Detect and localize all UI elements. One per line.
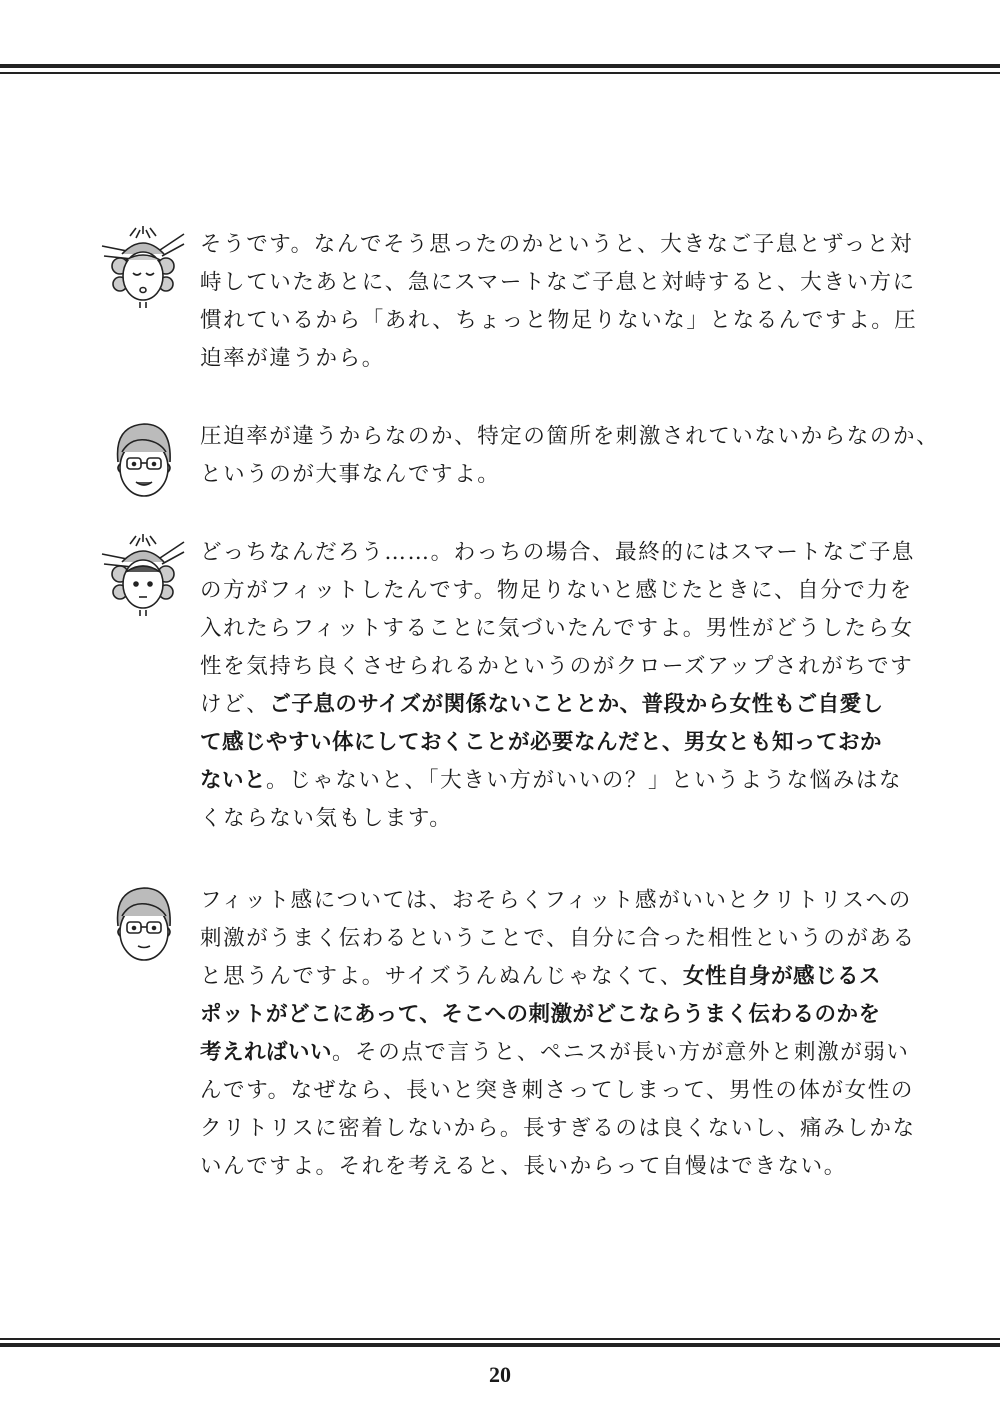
bold-emphasis: ポットがどこにあって、そこへの刺激がどこならうまく伝わるのかを (200, 1002, 881, 1027)
text-line: いんですよ。それを考えると、長いからって自慢はできない。 (200, 1154, 847, 1179)
text-line: くならない気もします。 (200, 806, 453, 831)
text-line: 峙していたあとに、急にスマートなご子息と対峙すると、大きい方に (200, 270, 916, 295)
text-line: 性を気持ち良くさせられるかというのがクローズアップされがちです (200, 654, 914, 679)
text-line: クリトリスに密着しないから。長すぎるのは良くないし、痛みしかな (200, 1116, 916, 1141)
bold-emphasis: 女性自身が感じるス (682, 964, 881, 989)
dialogue-text (200, 226, 918, 378)
text-line: んです。なぜなら、長いと突き刺さってしまって、男性の体が女性の (200, 1078, 914, 1103)
text-line: の方がフィットしたんです。物足りないと感じたときに、自分で力を (200, 578, 913, 603)
text-run: と思うんですよ。サイズうんぬんじゃなくて、 (200, 964, 683, 989)
text-line: どっちなんだろう……。わっちの場合、最終的にはスマートなご子息 (200, 540, 916, 565)
text-line (200, 762, 903, 800)
text-line (200, 1034, 910, 1072)
text-line: 慣れているから「あれ、ちょっと物足りないな」となるんですよ。圧 (200, 308, 918, 333)
bold-emphasis: て感じやすい体にしておくことが必要なんだと、男女とも知っておか (200, 730, 883, 755)
text-line: 圧迫率が違うからなのか、特定の箇所を刺激されていないからなのか、 (200, 424, 940, 449)
text-line: そうです。なんでそう思ったのかというと、大きなご子息とずっと対 (200, 232, 914, 257)
text-line: というのが大事なんですよ。 (200, 462, 501, 487)
text-line: フィット感については、おそらくフィット感がいいとクリトリスへの (200, 888, 912, 913)
text-run: 。その点で言うと、ペニスが長い方が意外と刺激が弱い (332, 1040, 910, 1065)
text-run: 。じゃないと、「大きい方がいいの？」というような悩みはな (266, 768, 903, 793)
text-line: 入れたらフィットすることに気づいたんですよ。男性がどうしたら女 (200, 616, 914, 641)
woman-ornate-hair-closed-eyes-avatar-icon (100, 226, 186, 312)
dialogue-text (200, 418, 940, 494)
bold-emphasis: ないと (200, 768, 267, 793)
text-line (200, 686, 890, 724)
text-line (200, 724, 890, 762)
bold-emphasis: ご子息のサイズが関係ないこととか、普段から女性もご自愛し (269, 692, 884, 717)
text-line (200, 958, 890, 996)
text-line: 迫率が違うから。 (200, 346, 385, 371)
dialogue-text (200, 534, 916, 838)
text-line (200, 996, 890, 1034)
man-glasses-avatar-icon (100, 882, 186, 968)
text-line: 刺激がうまく伝わるということで、自分に合った相性というのがある (200, 926, 916, 951)
dialogue-text (200, 882, 916, 1186)
bold-emphasis: 考えればいい (200, 1040, 333, 1065)
man-glasses-avatar-icon (100, 418, 186, 504)
page-number: 20 (489, 1362, 511, 1387)
text-run: けど、 (200, 692, 270, 717)
woman-ornate-hair-avatar-icon (100, 534, 186, 620)
